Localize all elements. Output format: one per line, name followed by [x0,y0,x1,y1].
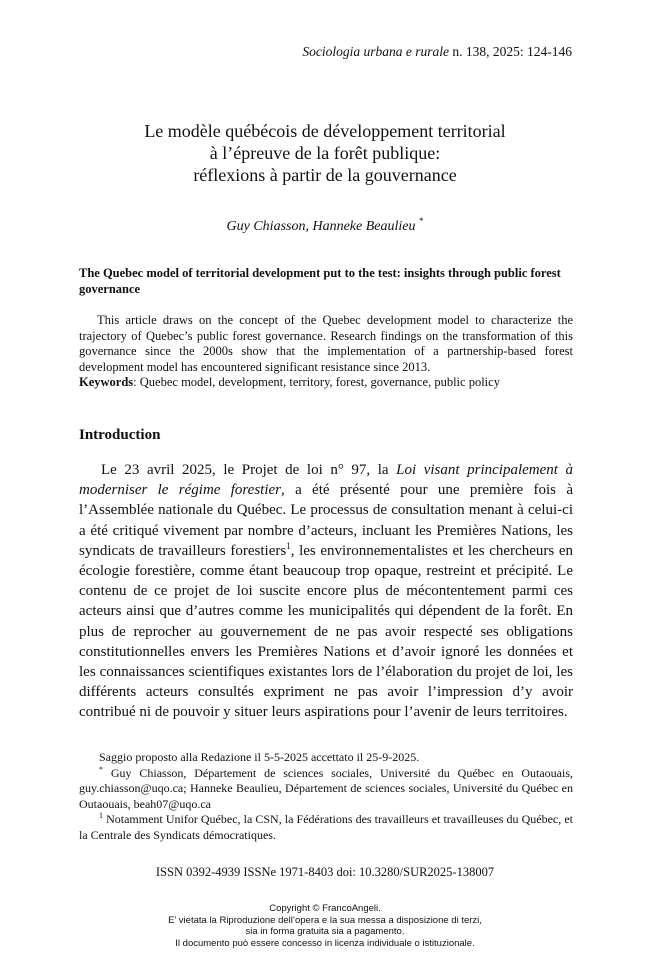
body-part-3: , les environnementalistes et les chercheurs en écologie forestière, comme étant beaucoup trop opaque, restreint et précipité. Le contenu de ce projet de loi suscite encore plus de mécontentement parmi ces acteurs ainsi que d’autres comme les municipalités qui dépendent de la forêt. En plus de reprocher au gouvernement de ne pas avoir respecté ses obligations constitutionnelles envers les Premières Nations et d’avoir ignoré les données et les connaissances scientifiques existantes lors de l’élaboration du projet de loi, les différents acteurs consultés expriment ne pas avoir l’impression d’y avoir contribué ni de pouvoir y situer leurs aspirations pour l’avenir de leurs territoires. [79,542,574,721]
copyright-line-4: Il documento può essere concesso in licenza individuale o istituzionale. [175,937,475,949]
copyright-line-1: Copyright © FrancoAngeli. [269,903,381,914]
title-line-1: Le modèle québécois de développement territorial [144,121,506,141]
keywords-list: : Quebec model, development, territory, forest, governance, public policy [133,375,500,389]
keywords [79,375,573,391]
keywords-label: Keywords [79,375,134,389]
abstract-text: This article draws on the concept of the Quebec development model to characterize the trajectory of Quebec’s public forest governance. Research findings on the transformation of this governance since the 2000s show that the implementation of a partnership-based forest development model has encountered significant resistance since 2013. [79,313,573,374]
footnotes [79,750,573,843]
law-title: Loi visant principalement à moderniser le régime forestier [79,462,574,499]
title-line-3: réflexions à partir de la gouvernance [193,165,457,185]
footnote-1-text: Notamment Unifor Québec, la CSN, la Fédérations des travailleurs et travailleuses du Québec, et la Centrale des Syndicats démocratiques. [79,812,573,842]
author-note-text: Guy Chiasson, Département de sciences sociales, Université du Québec en Outaouais, guy.chiasson@uqo.ca; Hanneke Beaulieu, Département de sciences sociales, Université du Québec en Outaouais, beah07@uqo.ca [79,765,573,811]
copyright-notice [0,903,650,949]
footnote-1-marker: 1 [99,811,103,820]
abstract [79,313,573,391]
article-title [0,120,650,186]
issn-doi-line: ISSN 0392-4939 ISSNe 1971-8403 doi: 10.3280/SUR2025-138007 [155,865,495,879]
copyright-line-3: sia in forma gratuita sia a pagamento. [245,926,405,937]
footnote-ref-1: 1 [286,540,291,551]
body-part-1: Le 23 avril 2025, le Projet de loi n° 97, la [101,462,397,478]
english-title: The Quebec model of territorial development put to the test: insights through public forest governance [79,266,561,296]
author-names: Guy Chiasson, Hanneke Beaulieu [226,219,416,234]
journal-name: Sociologia urbana e rurale [302,44,449,59]
author-affiliation-note [79,766,573,813]
author-note-marker: * [99,764,103,774]
title-line-2: à l’épreuve de la forêt publique: [209,143,441,163]
footnote-1 [79,812,573,843]
authors [0,212,650,236]
running-head [302,43,572,61]
journal-issue: n. 138, 2025: 124-146 [452,44,572,59]
body-part-2: , a été présenté pour une première fois à l’Assemblée nationale du Québec. Le processus de consultation menant à celui-ci a été critiqué vivement par nombre d’acteurs, incluant les Premières Nations, les syndicats de travailleurs forestiers [79,482,573,559]
copyright-line-2: E’ vietata la Riproduzione dell’opera e la sua messa a disposizione di terzi, [168,914,482,926]
author-footnote-marker: * [418,216,424,226]
submission-note: Saggio proposto alla Redazione il 5-5-2025 accettato il 25-9-2025. [99,750,420,764]
section-heading: Introduction [79,427,161,443]
body-paragraph [79,460,573,723]
